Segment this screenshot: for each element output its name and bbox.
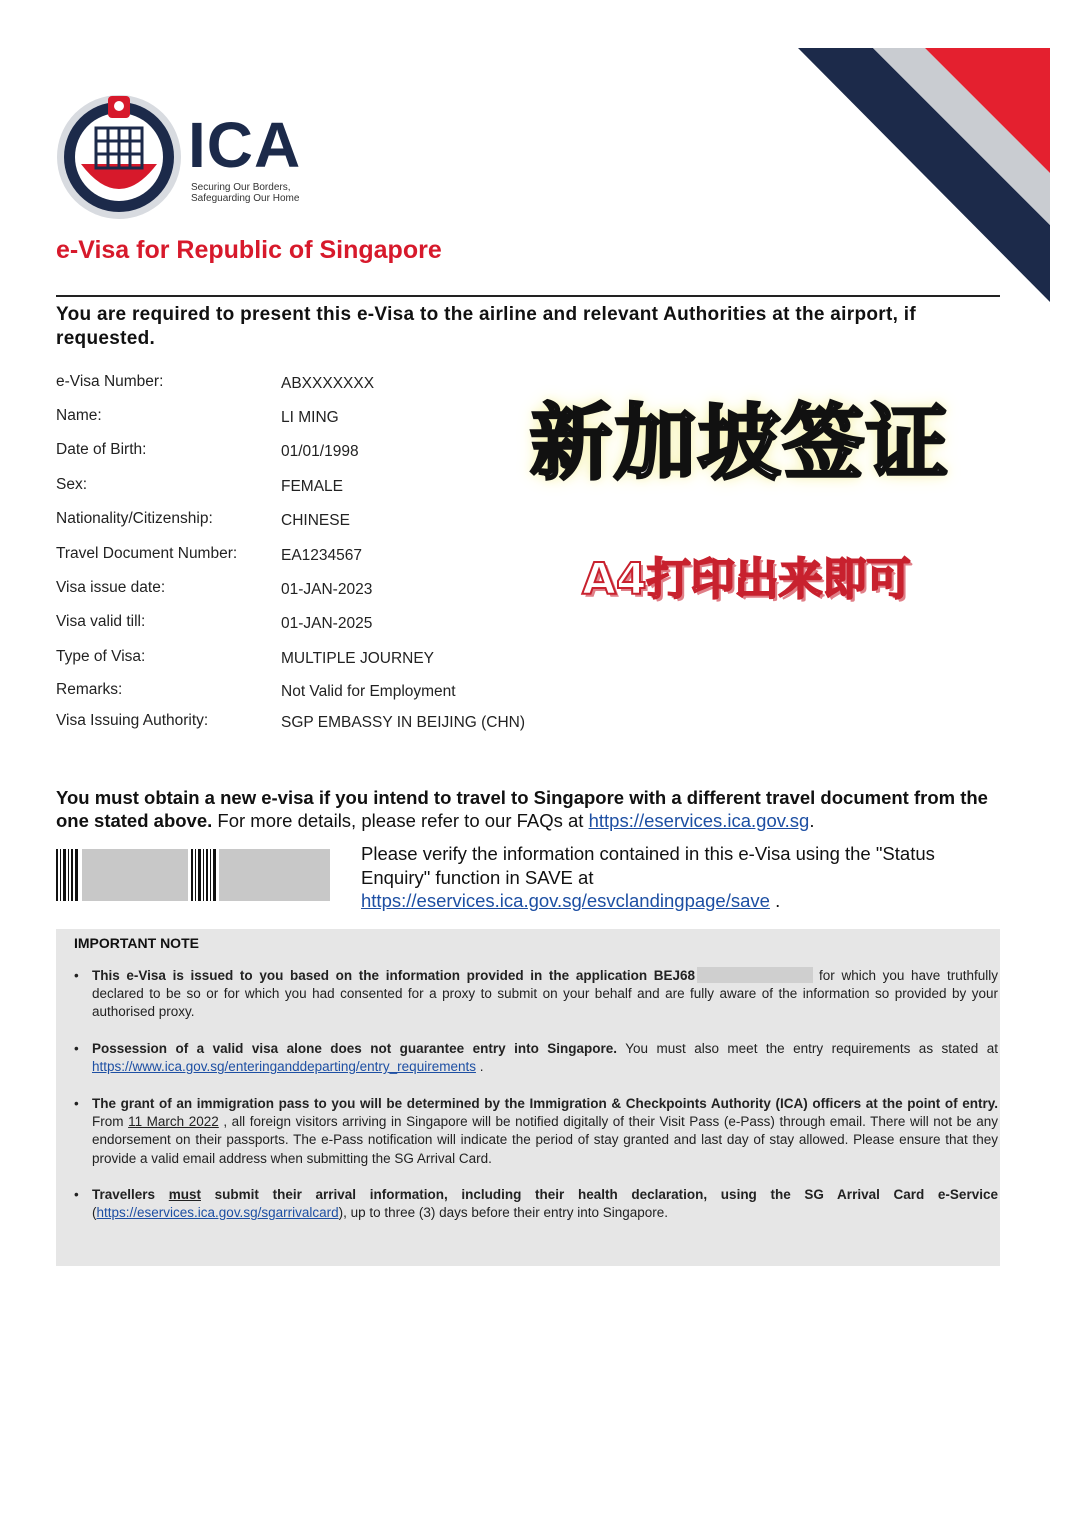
bullet-dot: • [74, 1041, 79, 1056]
barcode-graphic [56, 849, 330, 901]
ica-seal-icon [56, 94, 186, 224]
field-label: Date of Birth: [56, 441, 147, 458]
faq-link[interactable]: https://eservices.ica.gov.sg [588, 810, 810, 831]
ica-tagline [191, 182, 299, 204]
note-4-bold-pre: Travellers [92, 1187, 156, 1202]
field-value: CHINESE [281, 512, 350, 529]
field-label: Visa Issuing Authority: [56, 712, 209, 729]
bullet-dot: • [74, 1096, 79, 1111]
verify-end: . [775, 890, 781, 911]
field-label: Travel Document Number: [56, 545, 238, 562]
overlay-title-cn: 新加坡签证 [530, 396, 951, 491]
save-link[interactable]: https://eservices.ica.gov.sg/esvclandingpage/save [361, 890, 770, 911]
field-value: SGP EMBASSY IN BEIJING (CHN) [281, 714, 526, 731]
bullet-dot: • [74, 968, 79, 983]
field-value: LI MING [281, 409, 339, 426]
note-3-date: 11 March 2022 [128, 1114, 219, 1130]
note-text [92, 1186, 998, 1222]
note-4-bold-post: submit their arrival information, including their health declaration, using the SG Arrival Card e-Service [214, 1187, 998, 1202]
field-row [56, 476, 576, 498]
note-4-open: ( [92, 1205, 97, 1221]
bullet-dot: • [74, 1187, 79, 1202]
field-row [56, 510, 576, 532]
field-label: Visa valid till: [56, 613, 146, 630]
field-label: Visa issue date: [56, 579, 166, 596]
field-value: 01/01/1998 [281, 443, 359, 460]
present-notice: You are required to present this e-Visa to the airline and relevant Authorities at the airport, if requested. [56, 304, 916, 349]
field-value: Not Valid for Employment [281, 683, 456, 700]
verify-notice [361, 842, 1001, 913]
tagline-line-1: Securing Our Borders, [191, 182, 291, 193]
field-row [56, 407, 576, 429]
note-2-bold: Possession of a valid visa alone does not guarantee entry into Singapore. [92, 1041, 618, 1056]
field-row [56, 373, 576, 395]
document-title: e-Visa for Republic of Singapore [56, 236, 442, 264]
note-2-end: . [479, 1059, 484, 1075]
ica-logo-text: ICA [188, 109, 302, 181]
note-4-text: ), up to three (3) days before their entry into Singapore. [338, 1205, 669, 1221]
verify-text: Please verify the information contained in this e-Visa using the "Status Enquiry" function in SAVE at [361, 843, 935, 888]
field-value: EA1234567 [281, 547, 363, 564]
note-1-bold: This e-Visa is issued to you based on the information provided in the application BEJ68 [92, 968, 696, 983]
field-label: e-Visa Number: [56, 373, 164, 390]
field-label: Name: [56, 407, 102, 424]
note-1-text: for which you have truthfully declared to be so or for which you had consented for a proxy to submit on your behalf and are fully aware of the information so provided by your authorised proxy. [92, 968, 998, 1020]
field-row [56, 712, 576, 734]
note-3-text-post: , all foreign visitors arriving in Singapore will be notified digitally of their Visit Pass (e-Pass) through email. There will not be any endorsement on their passports. The e-Pass notification will indicate the period of stay granted and last day of stay allowed. Please ensure that they provide a valid email address when submitting the SG Arrival Card. [92, 1114, 998, 1166]
field-value: 01-JAN-2025 [281, 615, 373, 632]
field-value: 01-JAN-2023 [281, 581, 373, 598]
new-visa-end: . [809, 810, 815, 831]
field-row [56, 648, 576, 670]
redaction-block [697, 967, 813, 983]
field-value: ABXXXXXXX [281, 375, 375, 392]
note-4-must: must [168, 1187, 201, 1202]
note-2-text: You must also meet the entry requirements as stated at [625, 1041, 998, 1056]
new-visa-text: For more details, please refer to our FAQs at [217, 810, 584, 831]
note-text [92, 967, 998, 1022]
note-text [92, 1095, 998, 1168]
new-visa-bold: You must obtain a new e-visa if you intend to travel to Singapore with a different travel document from the one stated above. [56, 787, 988, 831]
new-visa-notice [56, 786, 1006, 832]
field-label: Nationality/Citizenship: [56, 510, 213, 527]
overlay-subtitle-cn: A4打印出来即可 [582, 554, 911, 605]
title-divider [56, 295, 1000, 297]
field-row [56, 441, 576, 463]
note-3-bold: The grant of an immigration pass to you will be determined by the Immigration & Checkpoints Authority (ICA) officers at the point of entry. [92, 1096, 998, 1111]
field-row [56, 579, 576, 601]
important-note-panel [56, 929, 1000, 1266]
entry-requirements-link[interactable]: https://www.ica.gov.sg/enteringanddeparting/entry_requirements [92, 1059, 476, 1075]
field-row [56, 613, 576, 635]
tagline-line-2: Safeguarding Our Home [191, 193, 300, 204]
field-row [56, 681, 576, 703]
field-label: Remarks: [56, 681, 123, 698]
field-row [56, 545, 576, 567]
field-value: MULTIPLE JOURNEY [281, 650, 435, 667]
sg-arrival-card-link[interactable]: https://eservices.ica.gov.sg/sgarrivalcard [96, 1205, 339, 1221]
field-value: FEMALE [281, 478, 344, 495]
note-3-text-pre: From [92, 1114, 124, 1130]
field-label: Type of Visa: [56, 648, 146, 665]
note-text [92, 1040, 998, 1076]
important-note-title: IMPORTANT NOTE [74, 935, 199, 951]
field-label: Sex: [56, 476, 88, 493]
